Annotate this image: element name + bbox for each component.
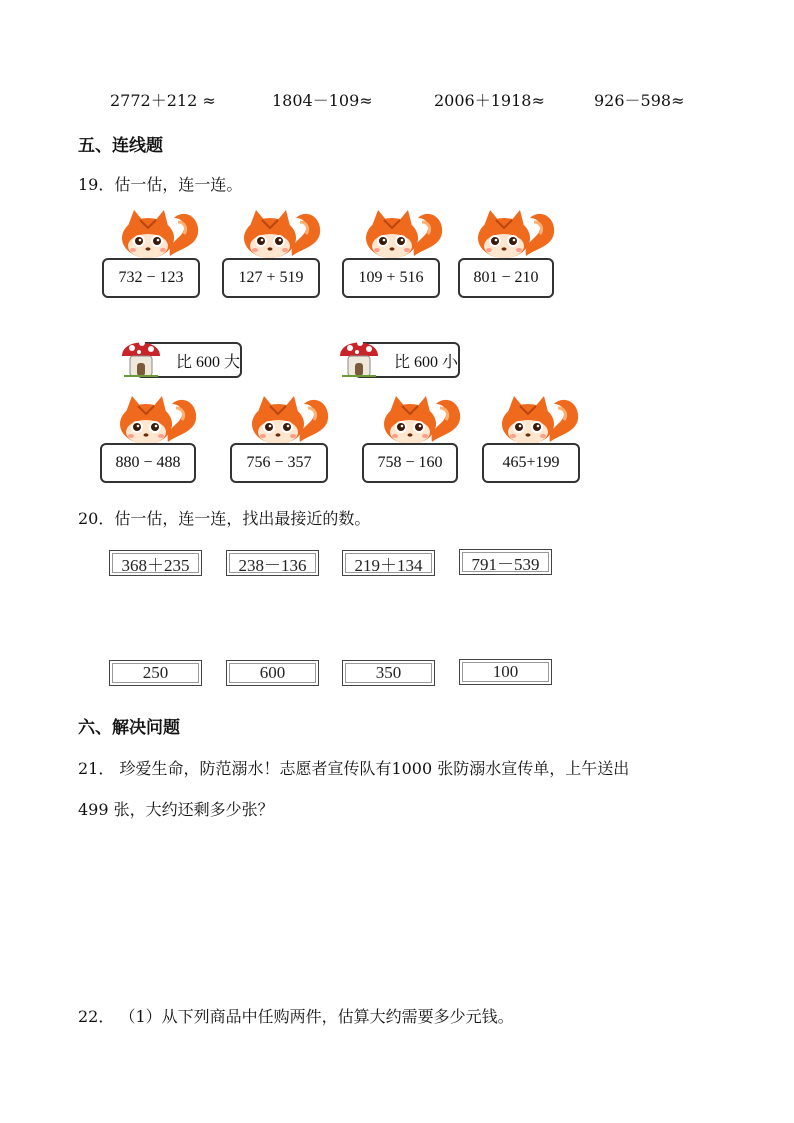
q19-bottom-item[interactable]: 758 − 160 xyxy=(362,443,458,483)
question-22-text: 22． （1）从下列商品中任购两件，估算大约需要多少元钱。 xyxy=(78,1007,514,1026)
mushroom-icon xyxy=(120,334,162,378)
q19-bottom-item[interactable]: 880 − 488 xyxy=(100,443,196,483)
squirrel-icon xyxy=(118,208,200,258)
q20-answer-box[interactable]: 250 xyxy=(109,660,202,686)
q20-answer-box[interactable]: 350 xyxy=(342,660,435,686)
squirrel-icon xyxy=(248,394,330,444)
q20-expression-box[interactable]: 219＋134 xyxy=(342,550,435,576)
squirrel-icon xyxy=(362,208,444,258)
squirrel-icon xyxy=(380,394,462,444)
q19-top-item[interactable]: 127 + 519 xyxy=(222,258,320,298)
estimate-1: 2772＋212 ≈ xyxy=(110,91,216,110)
squirrel-icon xyxy=(498,394,580,444)
estimate-3: 2006＋1918≈ xyxy=(434,91,545,110)
q19-top-item[interactable]: 801 − 210 xyxy=(458,258,554,298)
q20-expression-box[interactable]: 238－136 xyxy=(226,550,319,576)
estimate-2: 1804－109≈ xyxy=(272,91,373,110)
q19-bottom-item[interactable]: 756 − 357 xyxy=(230,443,328,483)
question-20-text: 20．估一估，连一连，找出最接近的数。 xyxy=(78,509,371,528)
q20-answer-box[interactable]: 100 xyxy=(459,659,552,685)
question-21-line-2: 499 张，大约还剩多少张？ xyxy=(78,800,274,819)
squirrel-icon xyxy=(116,394,198,444)
q20-expression-box[interactable]: 368＋235 xyxy=(109,550,202,576)
q19-top-item[interactable]: 109 + 516 xyxy=(342,258,440,298)
q19-bottom-item[interactable]: 465+199 xyxy=(482,443,580,483)
q20-expression-box[interactable]: 791－539 xyxy=(459,549,552,575)
squirrel-icon xyxy=(240,208,322,258)
mushroom-label-less[interactable]: 比 600 小 xyxy=(354,342,460,378)
question-21-line-1: 21． 珍爱生命，防范溺水！志愿者宣传队有1000 张防溺水宣传单，上午送出 xyxy=(78,759,630,778)
q20-answer-box[interactable]: 600 xyxy=(226,660,319,686)
squirrel-icon xyxy=(474,208,556,258)
mushroom-label-greater[interactable]: 比 600 大 xyxy=(136,342,242,378)
mushroom-icon xyxy=(338,334,380,378)
question-19-text: 19．估一估，连一连。 xyxy=(78,175,243,194)
section-6-heading: 六、解决问题 xyxy=(78,718,180,738)
estimate-4: 926－598≈ xyxy=(594,91,685,110)
section-5-heading: 五、连线题 xyxy=(78,136,163,156)
q19-top-item[interactable]: 732 − 123 xyxy=(102,258,200,298)
